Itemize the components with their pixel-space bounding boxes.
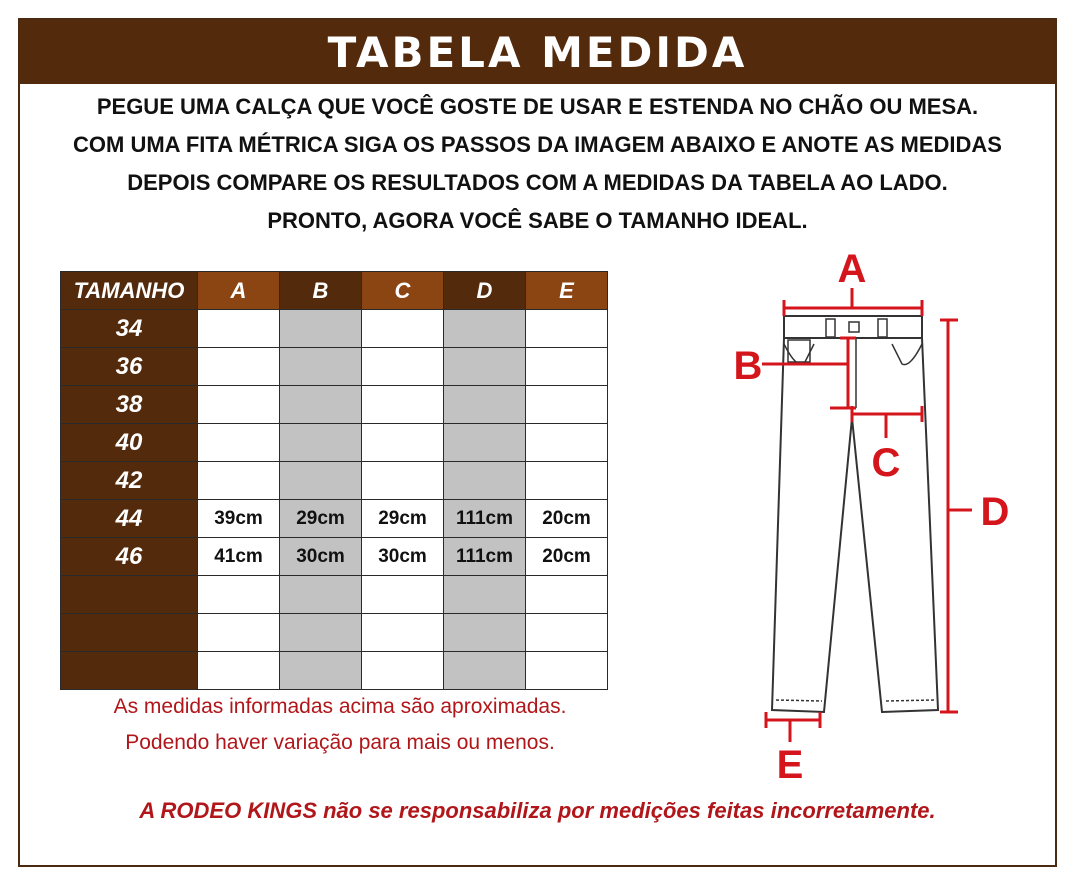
table-row — [61, 652, 608, 690]
size-cell: 46 — [61, 538, 198, 576]
measure-cell-e — [526, 652, 608, 690]
measure-cell-b — [280, 348, 362, 386]
size-cell: 40 — [61, 424, 198, 462]
measure-cell-b — [280, 424, 362, 462]
measure-cell-c — [362, 310, 444, 348]
measure-cell-c — [362, 424, 444, 462]
page-title: TABELA MEDIDA — [327, 27, 748, 77]
measure-cell-a — [198, 310, 280, 348]
header-a: A — [198, 272, 280, 310]
size-cell: 44 — [61, 500, 198, 538]
measure-cell-b — [280, 652, 362, 690]
measure-cell-d — [444, 310, 526, 348]
measure-cell-d — [444, 386, 526, 424]
measure-cell-a — [198, 348, 280, 386]
measure-cell-a — [198, 386, 280, 424]
table-body — [61, 310, 608, 690]
measure-cell-a: 41cm — [198, 538, 280, 576]
measure-cell-d — [444, 614, 526, 652]
instruction-line: PRONTO, AGORA VOCÊ SABE O TAMANHO IDEAL. — [267, 208, 808, 233]
table-row — [61, 614, 608, 652]
table-row — [61, 538, 608, 576]
header-tamanho: TAMANHO — [61, 272, 198, 310]
measure-cell-d — [444, 576, 526, 614]
measure-cell-e — [526, 424, 608, 462]
instruction-line: COM UMA FITA MÉTRICA SIGA OS PASSOS DA IMAGEM ABAIXO E ANOTE AS MEDIDAS — [73, 132, 1002, 157]
header-d: D — [444, 272, 526, 310]
label-c: C — [871, 441, 901, 485]
measure-cell-e — [526, 310, 608, 348]
measure-cell-d — [444, 462, 526, 500]
measure-cell-d: 111cm — [444, 538, 526, 576]
table-row — [61, 348, 608, 386]
measure-cell-a — [198, 462, 280, 500]
measure-cell-a — [198, 424, 280, 462]
measure-cell-a — [198, 652, 280, 690]
measure-cell-b — [280, 386, 362, 424]
measure-cell-e — [526, 614, 608, 652]
measure-cell-e — [526, 348, 608, 386]
measure-cell-c — [362, 576, 444, 614]
size-cell: 42 — [61, 462, 198, 500]
measure-cell-c — [362, 652, 444, 690]
measure-lines — [762, 288, 972, 742]
measure-cell-e — [526, 386, 608, 424]
measure-cell-e — [526, 576, 608, 614]
header-e: E — [526, 272, 608, 310]
header-b: B — [280, 272, 362, 310]
table-row — [61, 576, 608, 614]
table-row — [61, 424, 608, 462]
measure-cell-d: 111cm — [444, 500, 526, 538]
measure-cell-d — [444, 652, 526, 690]
title-banner — [20, 20, 1055, 84]
measure-cell-a — [198, 576, 280, 614]
instruction-line: PEGUE UMA CALÇA QUE VOCÊ GOSTE DE USAR E ESTENDA NO CHÃO OU MESA. — [96, 94, 979, 119]
approx-note: As medidas informadas acima são aproximadas. — [113, 695, 567, 718]
table-row — [61, 310, 608, 348]
measure-cell-c: 30cm — [362, 538, 444, 576]
size-table — [60, 271, 608, 690]
measure-cell-b: 29cm — [280, 500, 362, 538]
measure-cell-c — [362, 462, 444, 500]
measure-cell-b — [280, 576, 362, 614]
size-cell: 34 — [61, 310, 198, 348]
measure-cell-c — [362, 348, 444, 386]
measure-cell-d — [444, 348, 526, 386]
measure-cell-c: 29cm — [362, 500, 444, 538]
instructions — [20, 88, 1055, 240]
size-cell: 36 — [61, 348, 198, 386]
jeans-measurement-diagram — [700, 240, 1040, 800]
measure-cell-b — [280, 614, 362, 652]
size-cell — [61, 614, 198, 652]
size-cell — [61, 652, 198, 690]
measure-cell-a: 39cm — [198, 500, 280, 538]
disclaimer: A RODEO KINGS não se responsabiliza por medições feitas incorretamente. — [139, 798, 936, 823]
variation-note: Podendo haver variação para mais ou menos. — [125, 731, 555, 754]
measure-cell-e — [526, 462, 608, 500]
measure-cell-e: 20cm — [526, 500, 608, 538]
instruction-line: DEPOIS COMPARE OS RESULTADOS COM A MEDIDAS DA TABELA AO LADO. — [127, 170, 948, 195]
table-row — [61, 386, 608, 424]
measure-cell-b: 30cm — [280, 538, 362, 576]
label-d: D — [980, 490, 1010, 534]
measure-cell-d — [444, 424, 526, 462]
table-row — [61, 500, 608, 538]
header-c: C — [362, 272, 444, 310]
measure-cell-c — [362, 614, 444, 652]
measure-cell-b — [280, 310, 362, 348]
size-cell — [61, 576, 198, 614]
label-b: B — [733, 344, 763, 388]
table-header-row — [61, 272, 608, 310]
measure-cell-b — [280, 462, 362, 500]
measure-cell-e: 20cm — [526, 538, 608, 576]
size-cell: 38 — [61, 386, 198, 424]
measure-cell-c — [362, 386, 444, 424]
table-row — [61, 462, 608, 500]
jeans-outline — [772, 316, 938, 712]
label-e: E — [776, 743, 804, 787]
label-a: A — [837, 247, 867, 291]
measure-cell-a — [198, 614, 280, 652]
